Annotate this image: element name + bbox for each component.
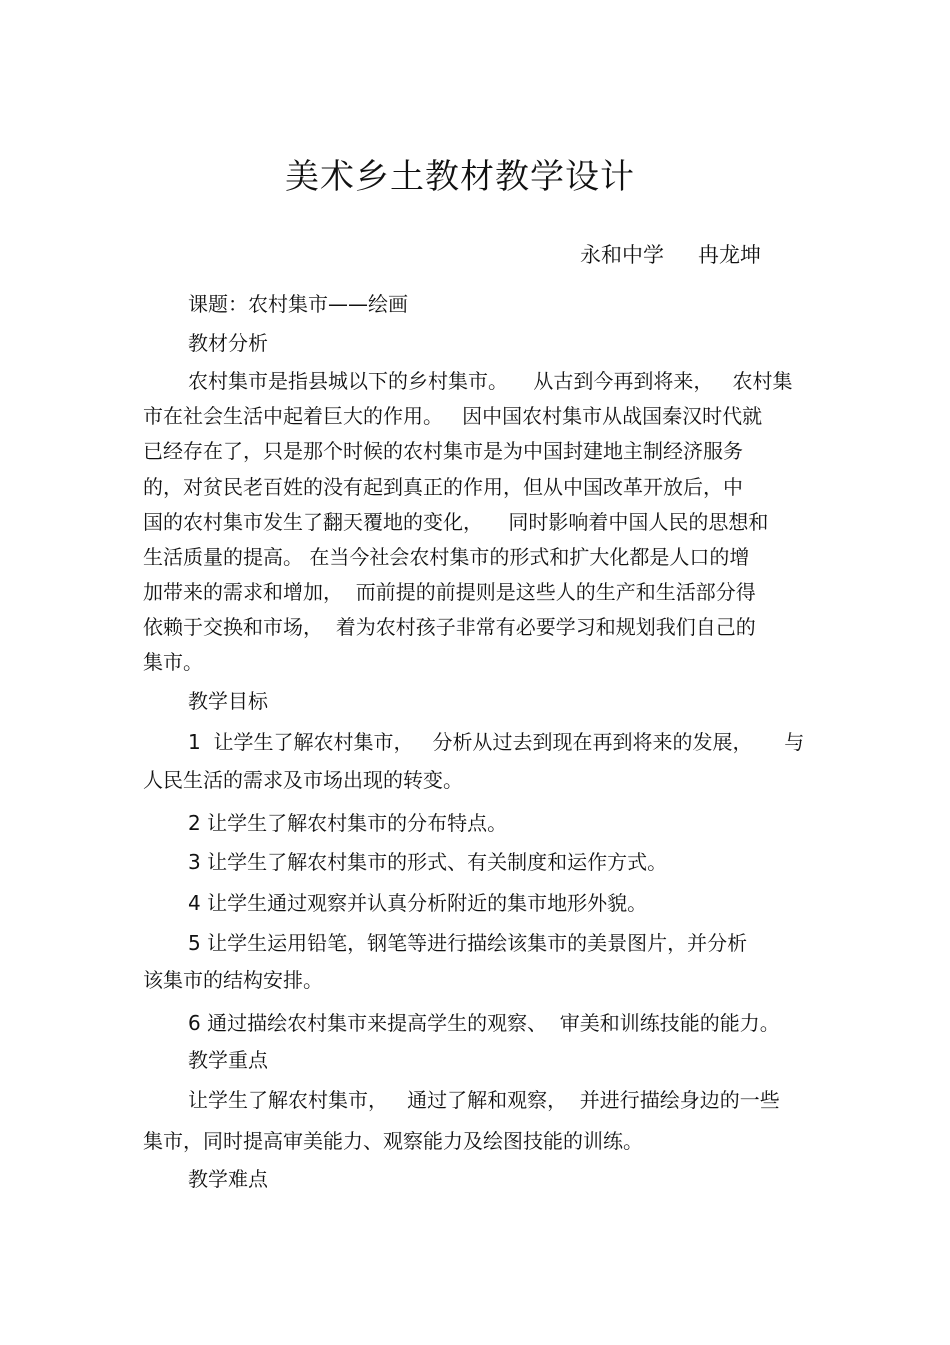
paragraph-line: 市在社会生活中起着巨大的作用。 因中国农村集市从战国秦汉时代就: [143, 404, 763, 428]
author-name: 冉龙坤: [698, 243, 761, 267]
goal-line: 2 让学生了解农村集市的分布特点。: [188, 811, 508, 835]
paragraph-line: 依赖于交换和市场， 着为农村孩子非常有必要学习和规划我们自己的: [143, 615, 756, 639]
paragraph-line: 国的农村集市发生了翻天覆地的变化， 同时影响着中国人民的思想和: [143, 510, 769, 534]
goal-line: 6 通过描绘农村集市来提高学生的观察、 审美和训练技能的能力。: [188, 1011, 780, 1035]
document-title: 美术乡土教材教学设计: [285, 157, 635, 197]
paragraph-line: 生活质量的提高。 在当今社会农村集市的形式和扩大化都是人口的增: [143, 545, 750, 569]
author-school: 永和中学: [580, 243, 664, 267]
analysis-heading: 教材分析: [188, 331, 268, 355]
author-line: [580, 240, 761, 270]
goal-line: 人民生活的需求及市场出现的转变。: [143, 768, 463, 792]
goal-line: 该集市的结构安排。: [143, 968, 323, 992]
paragraph-line: 集市。: [143, 650, 203, 674]
keypoint-line: 集市，同时提高审美能力、观察能力及绘图技能的训练。: [143, 1129, 643, 1153]
topic-line: 课题：农村集市——绘画: [188, 292, 408, 316]
paragraph-line: 加带来的需求和增加， 而前提的前提则是这些人的生产和生活部分得: [143, 580, 756, 604]
goals-heading: 教学目标: [188, 689, 268, 713]
keypoints-heading: 教学重点: [188, 1048, 268, 1072]
paragraph-line: 的，对贫民老百姓的没有起到真正的作用，但从中国改革开放后，中: [143, 475, 743, 499]
paragraph-line: 已经存在了，只是那个时候的农村集市是为中国封建地主制经济服务: [143, 439, 743, 463]
goal-line: 3 让学生了解农村集市的形式、有关制度和运作方式。: [188, 850, 668, 874]
goal-line: 5 让学生运用铅笔，钢笔等进行描绘该集市的美景图片，并分析: [188, 931, 748, 955]
keypoint-line: 让学生了解农村集市， 通过了解和观察， 并进行描绘身边的一些: [188, 1088, 780, 1112]
paragraph-line: 农村集市是指县城以下的乡村集市。 从古到今再到将来， 农村集: [188, 369, 793, 393]
difficulties-heading: 教学难点: [188, 1167, 268, 1191]
goal-line: 4 让学生通过观察并认真分析附近的集市地形外貌。: [188, 891, 648, 915]
goal-line: 1 让学生了解农村集市， 分析从过去到现在再到将来的发展， 与: [188, 730, 805, 754]
